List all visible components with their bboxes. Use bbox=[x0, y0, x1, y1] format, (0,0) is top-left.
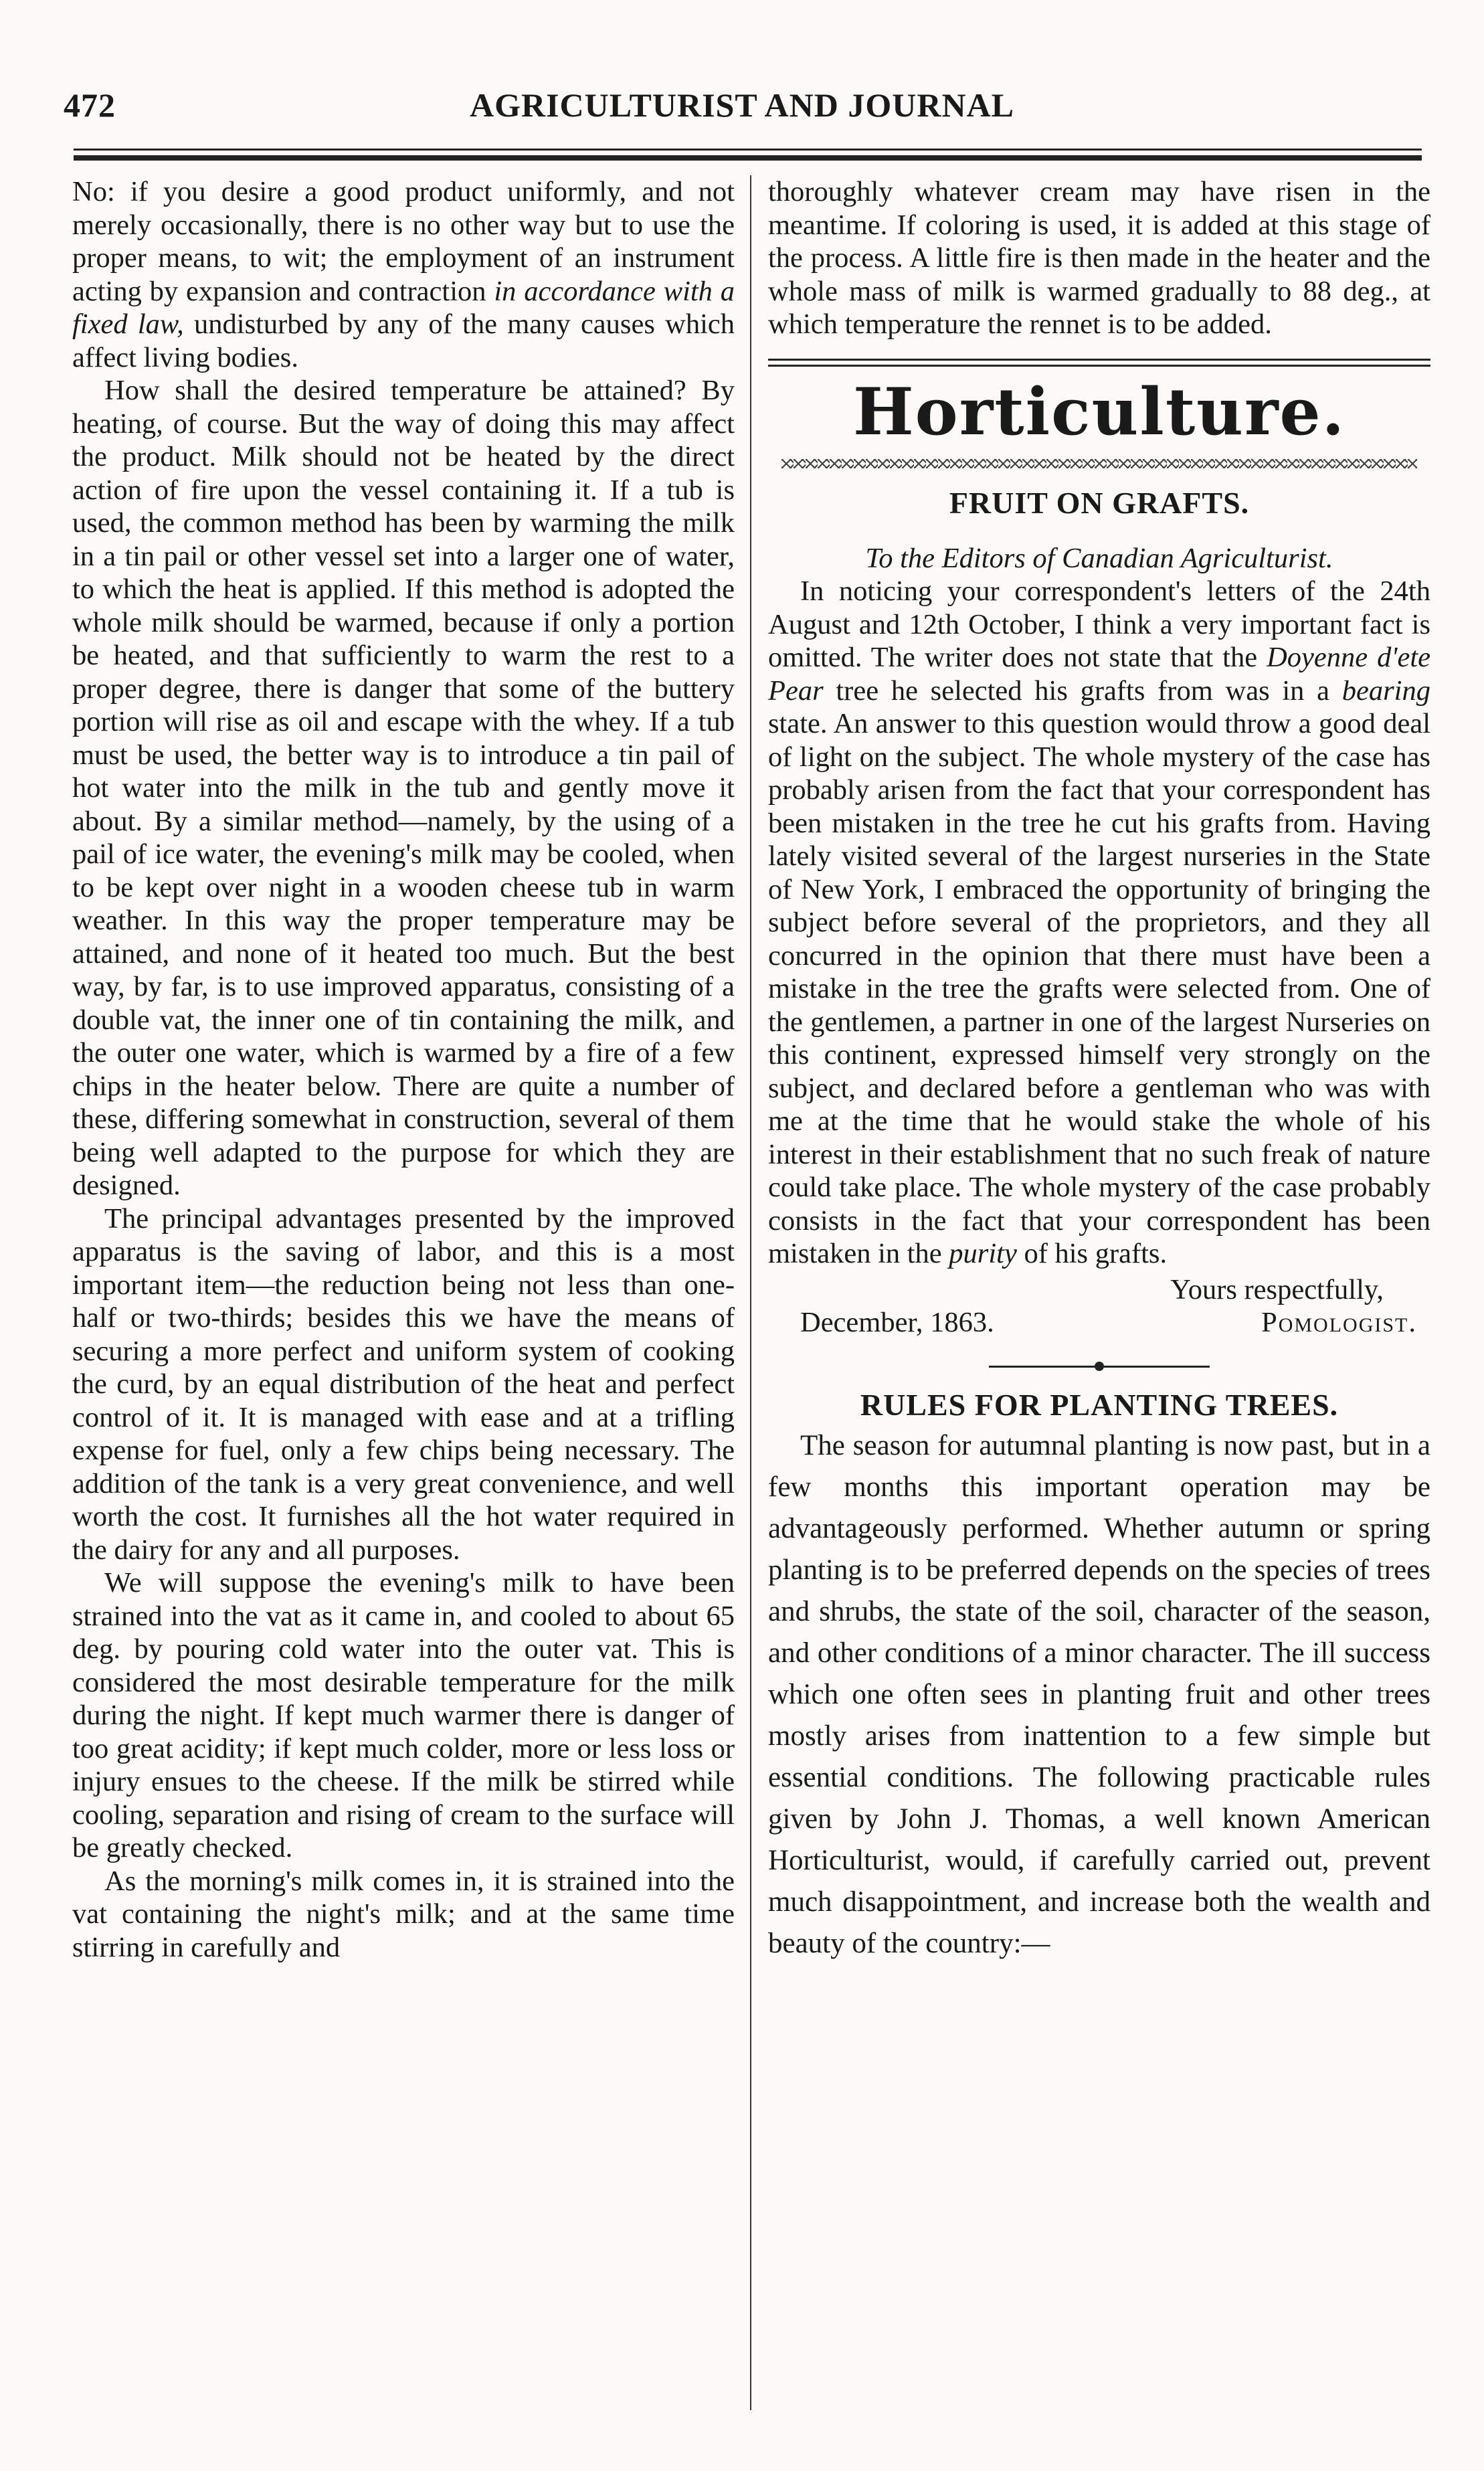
letter-signature: Pomologist. bbox=[1261, 1307, 1417, 1338]
article-title: RULES FOR PLANTING TREES. bbox=[860, 1387, 1339, 1422]
signoff: Yours respectfully, bbox=[1170, 1273, 1384, 1305]
paragraph-continued: thoroughly whatever cream may have risen in the meantime. If coloring is used, it is added at this stage of the process. A little fire is then made in the heater and the whole mass of milk is warmed gradually to 88 deg., at which temperature the rennet is to be added. bbox=[768, 176, 1430, 340]
paragraph: The principal advantages presented by the improved apparatus is the saving of labor, and this is a most important item—the reduction being not less than one-half or two-thirds; besides this we have the means of securing a more perfect and uniform system of cooking the curd, by an equal distribution of the heat and perfect control of it. It is managed with ease and at a trifling expense for fuel, only a few chips being necessary. The addition of the tank is a very great convenience, and well worth the cost. It furnishes all the hot water required in the dairy for any and all purposes. bbox=[72, 1202, 735, 1566]
salutation: To the Editors of Canadian Agriculturist. bbox=[865, 542, 1333, 574]
running-title: AGRICULTURIST AND JOURNAL bbox=[469, 86, 1015, 124]
header-rule bbox=[74, 149, 1422, 151]
section-title: Horticulture. bbox=[852, 373, 1346, 450]
right-column bbox=[768, 175, 1430, 1964]
dateline bbox=[768, 1306, 1430, 1340]
header-rule-thick bbox=[74, 155, 1422, 161]
paragraph: How shall the desired temperature be attained? By heating, of course. But the way of doing this may affect the product. Milk should not be heated by the direct action of fire upon the vessel containing it. If a tub is used, the common method has been by warming the milk in a tin pail or other vessel set into a larger one of water, to which the heat is applied. If this method is adopted the whole milk should be warmed, because if only a portion be heated, and that sufficiently to warm the rest to a proper degree, there is danger that some of the buttery portion will rise as oil and escape with the whey. If a tub must be used, the better way is to introduce a tin pail of hot water into the milk in the tub and gently move it about. By a similar method—namely, by the using of a pail of ice water, the evening's milk may be cooled, when to be kept over night in a wooden cheese tub in warm weather. In this way the proper temperature may be attained, and none of it heated too much. But the best way, by far, is to use improved apparatus, consisting of a double vat, the inner one of tin containing the milk, and the outer one water, which is warmed by a fire of a few chips in the heater below. There are quite a number of these, differing somewhat in construction, several of them being well adapted to the purpose for which they are designed. bbox=[72, 375, 735, 1201]
wavy-rule bbox=[781, 459, 1417, 468]
column-divider bbox=[750, 175, 751, 2410]
letter-body: In noticing your correspondent's letters of the 24th August and 12th October, I think a very important fact is omitted. The writer does not state that the Doyenne d'ete Pear tree he selected his grafts from was in a bearing state. An answer to this question would throw a good deal of light on the subject. The whole mystery of the case has probably arisen from the fact that your correspondent has been mistaken in the tree he cut his grafts from. Having lately visited several of the largest nurseries in the State of New York, I embraced the opportunity of bringing the subject before several of the proprietors, and they all concurred in the opinion that there must have been a mistake in the tree the grafts were selected from. One of the gentlemen, a partner in one of the largest Nurseries on this continent, expressed himself very strongly on the subject, and declared before a gentleman who was with me at the time that he would stake the whole of his interest in their establishment that no such freak of nature could take place. The whole mystery of the case probably consists in the fact that your correspondent has been mistaken in the purity of his grafts. bbox=[768, 575, 1430, 1269]
left-column bbox=[72, 175, 735, 1964]
article-title: FRUIT ON GRAFTS. bbox=[949, 485, 1250, 520]
page-number: 472 bbox=[64, 86, 116, 124]
paragraph: As the morning's milk comes in, it is strained into the vat containing the night's milk; and at the same time stirring in carefully and bbox=[72, 1865, 735, 1963]
dot-rule bbox=[989, 1360, 1210, 1373]
paragraph: No: if you desire a good product uniformly, and not merely occasionally, there is no other way but to use the proper means, to wit; the employment of an instrument acting by expansion and contraction in accordance with a fixed law, undisturbed by any of the many causes which affect living bodies. bbox=[72, 176, 735, 373]
paragraph: We will suppose the evening's milk to have been strained into the vat as it came in, and cooled to about 65 deg. by pouring cold water into the outer vat. This is considered the most desirable temperature for the milk during the night. If kept much warmer there is danger of too great acidity; if kept much colder, more or less loss or injury ensues to the cheese. If the milk be stirred while cooling, separation and rising of cream to the surface will be greatly checked. bbox=[72, 1567, 735, 1863]
article-body: The season for autumnal planting is now past, but in a few months this important operation may be advantageously performed. Whether autumn or spring planting is to be preferred depends on the species of trees and shrubs, the state of the soil, character of the season, and other conditions of a minor character. The ill success which one often sees in planting fruit and other trees mostly arises from inattention to a few simple but essential conditions. The following practicable rules given by John J. Thomas, a well known American Horticulturist, would, if carefully carried out, prevent much disappointment, and increase both the wealth and beauty of the country:— bbox=[768, 1429, 1430, 1959]
section-rule bbox=[768, 359, 1430, 367]
letter-date: December, 1863. bbox=[800, 1307, 994, 1338]
